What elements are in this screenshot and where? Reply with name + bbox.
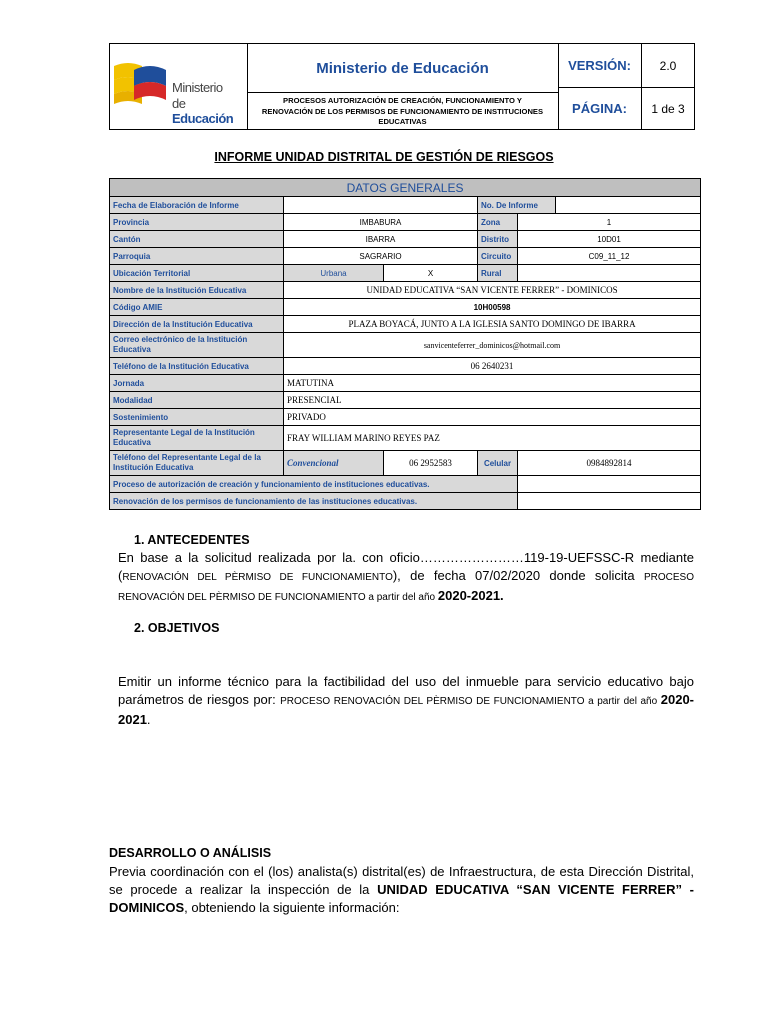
- field-label: Correo electrónico de la Institución Educativa: [110, 333, 284, 358]
- jornada-value: MATUTINA: [284, 375, 701, 392]
- proceso1-value[interactable]: [518, 476, 701, 493]
- ecuador-flag-logo-icon: [114, 60, 170, 110]
- field-label: Teléfono del Representante Legal de la Institución Educativa: [110, 451, 284, 476]
- header-title-block: [247, 44, 559, 130]
- amie-value: 10H00598: [284, 299, 701, 316]
- field-label: Sostenimiento: [110, 409, 284, 426]
- sostenimiento-value: PRIVADO: [284, 409, 701, 426]
- antecedentes-heading: 1. ANTECEDENTES: [134, 533, 250, 547]
- process-name: PROCESOS AUTORIZACIÓN DE CREACIÓN, FUNCIONAMIENTO Y RENOVACIÓN DE LOS PERMISOS DE FUNCIONAMIENTO DE INSTITUCIONES EDUCATIVAS: [261, 96, 544, 127]
- urbana-label: Urbana: [284, 265, 384, 282]
- field-label: Distrito: [478, 231, 518, 248]
- rural-value: [518, 265, 701, 282]
- field-label: Modalidad: [110, 392, 284, 409]
- canton-value: IBARRA: [284, 231, 478, 248]
- correo-value: sanvicenteferrer_dominicos@hotmail.com: [284, 333, 701, 358]
- objetivos-paragraph: Emitir un informe técnico para la factibilidad del uso del inmueble para servicio educativo bajo parámetros de riesgos por: PROCESO RENOVACIÓN DEL PÈRMISO DE FUNCIONAMIENTO a partir del año 2020-2021.: [118, 674, 694, 727]
- informe-value[interactable]: [556, 197, 701, 214]
- field-label: Jornada: [110, 375, 284, 392]
- field-label: Ubicación Territorial: [110, 265, 284, 282]
- antecedentes-paragraph: En base a la solicitud realizada por la. con oficio……………………119-19-UEFSSC-R mediante (RENOVACIÓN DEL PÈRMISO DE FUNCIONAMIENTO), de fecha 07/02/2020 donde solicita PROCESO RENOVACIÓN DEL PÈRMISO DE FUNCIONAMIENTO a partir del año 2020-2021.: [118, 550, 694, 603]
- version-label: VERSIÓN:: [558, 44, 642, 88]
- field-label: Nombre de la Institución Educativa: [110, 282, 284, 299]
- modalidad-value: PRESENCIAL: [284, 392, 701, 409]
- nombre-value: UNIDAD EDUCATIVA “SAN VICENTE FERRER” - DOMINICOS: [284, 282, 701, 299]
- proceso-label: Renovación de los permisos de funcionamiento de las instituciones educativas.: [110, 493, 518, 510]
- logo-text-ministerio: Ministerio: [172, 80, 223, 95]
- celular-label: Celular: [478, 451, 518, 476]
- document-header: [109, 43, 695, 130]
- field-label: Cantón: [110, 231, 284, 248]
- convencional-value: 06 2952583: [384, 451, 478, 476]
- objetivos-heading: 2. OBJETIVOS: [134, 621, 220, 635]
- field-label: Representante Legal de la Institución Educativa: [110, 426, 284, 451]
- desarrollo-heading: DESARROLLO O ANÁLISIS: [109, 846, 272, 860]
- page-label: PÁGINA:: [558, 87, 642, 130]
- direccion-value: PLAZA BOYACÁ, JUNTO A LA IGLESIA SANTO DOMINGO DE IBARRA: [284, 316, 701, 333]
- field-label: Dirección de la Institución Educativa: [110, 316, 284, 333]
- document-title: INFORME UNIDAD DISTRITAL DE GESTIÓN DE RIESGOS: [214, 150, 554, 164]
- field-label: Parroquia: [110, 248, 284, 265]
- desarrollo-paragraph: Previa coordinación con el (los) analista(s) distrital(es) de Infraestructura, de esta Dirección Distrital, se procede a realizar la inspección de la UNIDAD EDUCATIVA “SAN VICENTE FERRER” - DOMINICOS, obteniendo la siguiente información:: [109, 864, 694, 915]
- distrito-value: 10D01: [518, 231, 701, 248]
- field-label: Teléfono de la Institución Educativa: [110, 358, 284, 375]
- version-value: 2.0: [641, 44, 695, 88]
- urbana-value: X: [384, 265, 478, 282]
- fecha-value[interactable]: [284, 197, 478, 214]
- zona-value: 1: [518, 214, 701, 231]
- circuito-value: C09_11_12: [518, 248, 701, 265]
- page-value: 1 de 3: [651, 101, 685, 116]
- org-name: Ministerio de Educación: [247, 44, 558, 93]
- convencional-label: Convencional: [284, 451, 384, 476]
- field-label: Provincia: [110, 214, 284, 231]
- logo-text-educacion: de Educación: [172, 96, 234, 126]
- field-label: Circuito: [478, 248, 518, 265]
- section-heading: DATOS GENERALES: [110, 179, 701, 197]
- rural-label: Rural: [478, 265, 518, 282]
- provincia-value: IMBABURA: [284, 214, 478, 231]
- celular-value: 0984892814: [518, 451, 701, 476]
- parroquia-value: SAGRARIO: [284, 248, 478, 265]
- ministry-logo: [110, 44, 248, 130]
- field-label: Código AMIE: [110, 299, 284, 316]
- field-label: No. De Informe: [478, 197, 556, 214]
- general-data-table: [109, 178, 701, 510]
- proceso-label: Proceso de autorización de creación y funcionamiento de instituciones educativas.: [110, 476, 518, 493]
- representante-value: FRAY WILLIAM MARINO REYES PAZ: [284, 426, 701, 451]
- field-label: Zona: [478, 214, 518, 231]
- proceso2-value[interactable]: [518, 493, 701, 510]
- field-label: Fecha de Elaboración de Informe: [110, 197, 284, 214]
- telefono-value: 06 2640231: [284, 358, 701, 375]
